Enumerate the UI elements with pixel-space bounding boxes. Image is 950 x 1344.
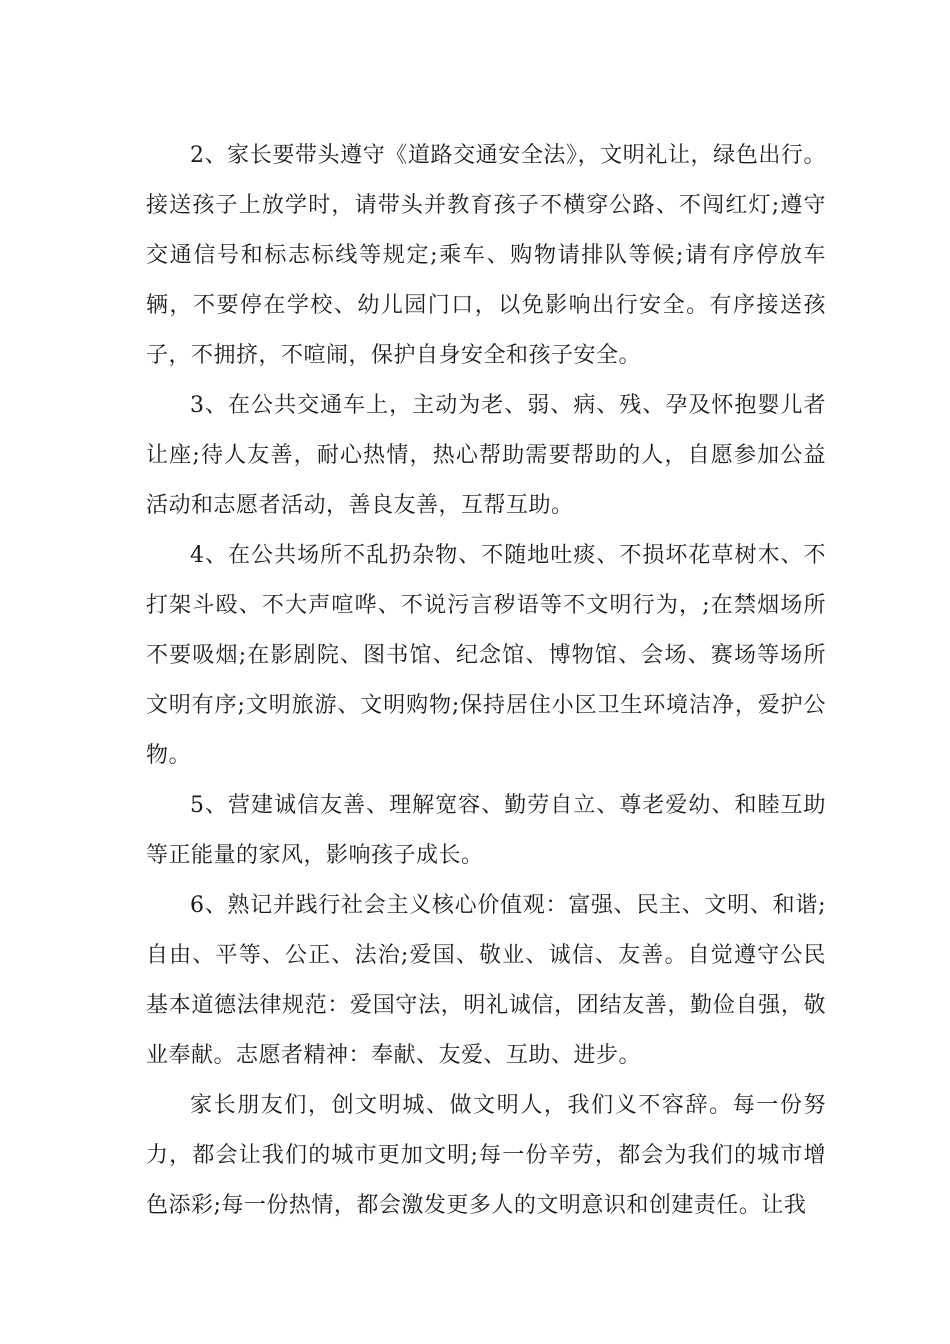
paragraph-closing: 家长朋友们，创文明城、做文明人，我们义不容辞。每一份努力，都会让我们的城市更加文明;每一份辛劳，都会为我们的城市增色添彩;每一份热情，都会激发更多人的文明意识和创建责任。让我: [146, 1093, 826, 1218]
paragraph-item-5: 5、营建诚信友善、理解宽容、勤劳自立、尊老爱幼、和睦互助等正能量的家风，影响孩子成长。: [146, 793, 826, 868]
paragraph-item-3: 3、在公共交通车上，主动为老、弱、病、残、孕及怀抱婴儿者让座;待人友善，耐心热情，热心帮助需要帮助的人，自愿参加公益活动和志愿者活动，善良友善，互帮互助。: [146, 393, 826, 518]
document-body: [146, 131, 826, 1231]
paragraph-item-2: 2、家长要带头遵守《道路交通安全法》，文明礼让，绿色出行。接送孩子上放学时，请带头并教育孩子不横穿公路、不闯红灯;遵守交通信号和标志标线等规定;乘车、购物请排队等候;请有序停放车辆，不要停在学校、幼儿园门口，以免影响出行安全。有序接送孩子，不拥挤，不喧闹，保护自身安全和孩子安全。: [146, 143, 826, 368]
paragraph-item-4: 4、在公共场所不乱扔杂物、不随地吐痰、不损坏花草树木、不打架斗殴、不大声喧哗、不说污言秽语等不文明行为，;在禁烟场所不要吸烟;在影剧院、图书馆、纪念馆、博物馆、会场、赛场等场所文明有序;文明旅游、文明购物;保持居住小区卫生环境洁净，爱护公物。: [146, 543, 826, 768]
paragraph-item-6: 6、熟记并践行社会主义核心价值观：富强、民主、文明、和谐;自由、平等、公正、法治;爱国、敬业、诚信、友善。自觉遵守公民基本道德法律规范：爱国守法，明礼诚信，团结友善，勤俭自强，敬业奉献。志愿者精神：奉献、友爱、互助、进步。: [146, 893, 826, 1068]
